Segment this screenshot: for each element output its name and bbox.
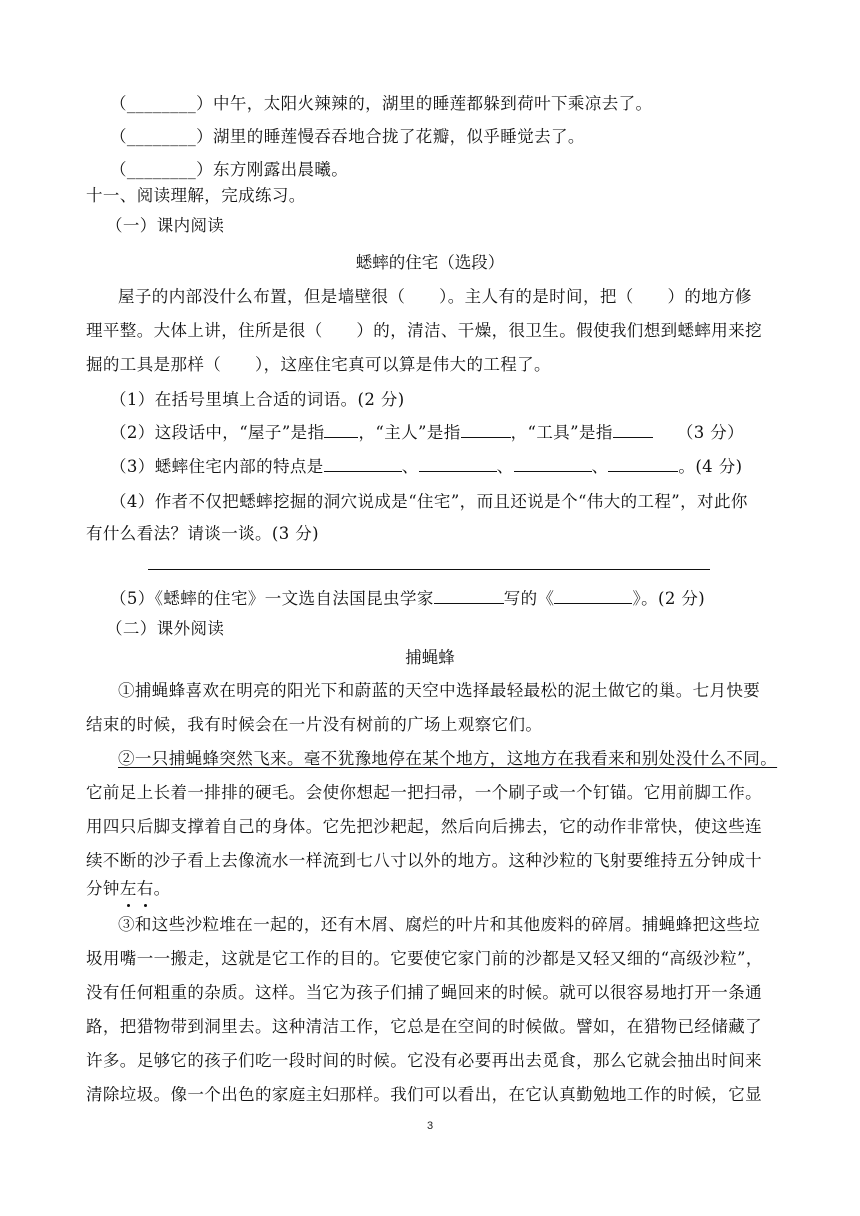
question-5-part-b: 写的《 [503, 589, 555, 608]
order-item-1: （________）中午，太阳火辣辣的，湖里的睡莲都躲到荷叶下乘凉去了。 [110, 94, 653, 113]
question-3-end: 。(4 分) [678, 457, 743, 476]
part1-passage-line: 屋子的内部没什么布置，但是墙壁很（ ）。主人有的是时间，把（ ）的地方修 [118, 287, 752, 306]
question-2 [110, 421, 744, 445]
text-segment: 。 [153, 879, 171, 898]
emphasis-char: 左 [120, 877, 137, 901]
part2-paragraph-3-line: 圾用嘴一一搬走，这就是它工作的目的。它要使它家门前的沙都是又轻又细的“高级沙粒”， [86, 949, 763, 968]
question-4-line1: （4）作者不仅把蟋蟀挖掘的洞穴说成是“住宅”，而且还说是个“伟大的工程”，对此你 [110, 492, 748, 511]
answer-blank[interactable] [514, 455, 592, 472]
emphasis-char: 右 [137, 877, 154, 901]
part2-paragraph-3-line: ③和这些沙粒堆在一起的，还有木屑、腐烂的叶片和其他废料的碎屑。捕蝇蜂把这些垃 [118, 915, 761, 934]
question-2-part-c: ，“工具”是指 [510, 423, 613, 442]
question-4-line2: 有什么看法？请谈一谈。(3 分) [86, 524, 320, 543]
order-item-2: （________）湖里的睡莲慢吞吞地合拢了花瓣，似乎睡觉去了。 [110, 127, 585, 146]
part2-paragraph-3-line: 没有任何粗重的杂质。这样。当它为孩子们捕了蝇回来的时候。就可以很容易地打开一条通 [86, 983, 762, 1002]
part1-passage-line: 理平整。大体上讲，住所是很（ ）的，清洁、干燥，很卫生。假使我们想到蟋蟀用来挖 [86, 321, 762, 340]
answer-blank[interactable] [554, 587, 632, 604]
question-5 [110, 587, 705, 611]
text-segment: 分钟 [86, 879, 120, 898]
answer-blank[interactable] [419, 455, 497, 472]
question-2-part-a: （2）这段话中，“屋子”是指 [110, 423, 325, 442]
order-item-3: （________）东方刚露出晨曦。 [110, 160, 349, 179]
part2-paragraph-3-line: 路，把猎物带到洞里去。这种清洁工作，它总是在空间的时候做。譬如，在猎物已经储藏了 [86, 1017, 762, 1036]
part2-paragraph-2-line: 续不断的沙子看上去像流水一样流到七八寸以外的地方。这种沙粒的飞射要维持五分钟成十 [86, 851, 762, 870]
part1-passage-title: 蟋蟀的住宅（选段） [355, 253, 505, 272]
section-title: 十一、阅读理解，完成练习。 [86, 186, 306, 205]
part2-underlined-sentence: ②一只捕蝇蜂突然飞来。毫不犹豫地停在某个地方，这地方在我看来和别处没什么不同。 [118, 749, 778, 768]
part2-paragraph-2-line: 它前足上长着一排排的硬毛。会使你想起一把扫帚，一个刷子或一个钉锚。它用前脚工作。 [86, 783, 762, 802]
question-3-part-a: （3）蟋蟀住宅内部的特点是 [110, 457, 324, 476]
part1-passage-line: 掘的工具是那样（ ），这座住宅真可以算是伟大的工程了。 [86, 355, 551, 374]
part1-heading: （一）课内阅读 [106, 216, 225, 235]
answer-line[interactable] [148, 569, 710, 570]
answer-blank[interactable] [613, 421, 653, 438]
question-5-part-c: 》。(2 分) [632, 589, 706, 608]
separator: 、 [401, 457, 419, 476]
part2-paragraph-3-line: 清除垃圾。像一个出色的家庭主妇那样。我们可以看出，在它认真勤勉地工作的时候，它显 [86, 1085, 762, 1104]
answer-blank[interactable] [324, 455, 402, 472]
answer-blank[interactable] [434, 587, 504, 604]
separator: 、 [591, 457, 609, 476]
part2-paragraph-2-line: 用四只后脚支撑着自己的身体。它先把沙耙起，然后向后拂去，它的动作非常快，使这些连 [86, 817, 762, 836]
part2-paragraph-2-last-line [86, 877, 171, 901]
part2-paragraph-1-line: 结束的时候，我有时候会在一片没有树前的广场上观察它们。 [86, 715, 543, 734]
page-number: 3 [426, 1120, 434, 1132]
question-5-part-a: （5）《蟋蟀的住宅》一文选自法国昆虫学家 [110, 589, 434, 608]
part2-paragraph-3-line: 许多。足够它的孩子们吃一段时间的时候。它没有必要再出去觅食，那么它就会抽出时间来 [86, 1051, 762, 1070]
question-2-part-b: ，“主人”是指 [358, 423, 461, 442]
answer-blank[interactable] [461, 421, 511, 438]
question-1: （1）在括号里填上合适的词语。(2 分) [110, 390, 405, 409]
question-2-score: （3 分） [676, 423, 745, 442]
part2-passage-title: 捕蝇蜂 [405, 648, 455, 667]
question-3 [110, 455, 742, 479]
part2-paragraph-1-line: ①捕蝇蜂喜欢在明亮的阳光下和蔚蓝的天空中选择最轻最松的泥土做它的巢。七月快要 [118, 681, 761, 700]
part2-heading: （二）课外阅读 [106, 619, 225, 638]
answer-blank[interactable] [324, 421, 358, 438]
separator: 、 [496, 457, 514, 476]
answer-blank[interactable] [608, 455, 678, 472]
